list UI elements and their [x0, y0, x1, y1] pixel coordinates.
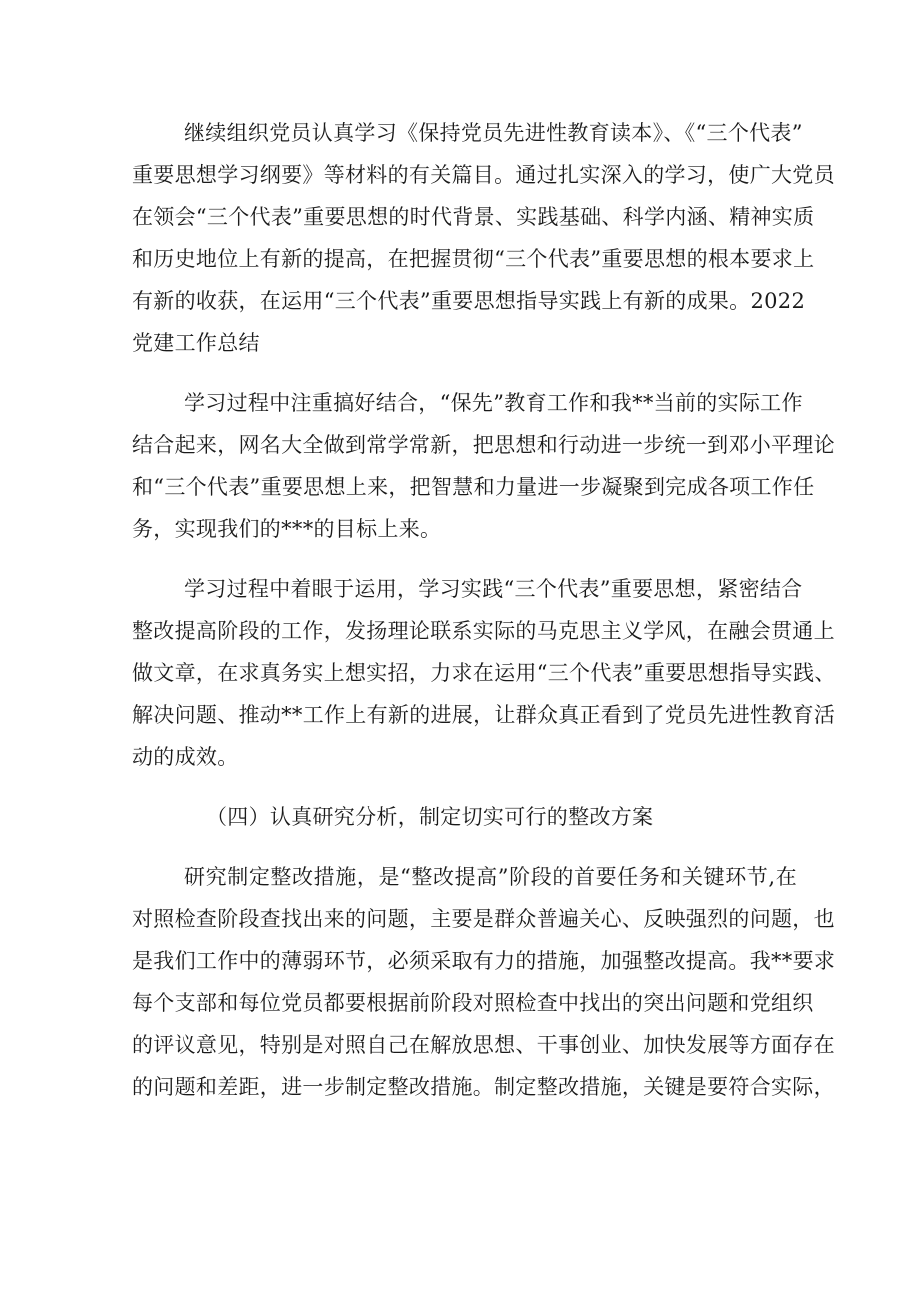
text-line: 做文章，在求真务实上想实招，力求在运用“三个代表”重要思想指导实践、	[132, 661, 836, 685]
text-line: 学习过程中着眼于运用，学习实践“三个代表”重要思想，紧密结合	[184, 577, 803, 601]
text-line: 党建工作总结	[132, 331, 260, 355]
text-line: 研究制定整改措施，是“整改提高”阶段的首要任务和关键环节,在	[184, 865, 797, 889]
text-line: 的评议意见，特别是对照自己在解放思想、干事创业、加快发展等方面存在	[132, 1033, 835, 1057]
text-line: 对照检查阶段查找出来的问题，主要是群众普遍关心、反映强烈的问题，也	[132, 907, 835, 931]
text-line: 重要思想学习纲要》等材料的有关篇目。通过扎实深入的学习，使广大党员	[132, 163, 835, 187]
paragraph-combine-work	[132, 382, 835, 550]
text-line: 的问题和差距，进一步制定整改措施。制定整改措施，关键是要符合实际，	[132, 1075, 835, 1099]
text-line: 有新的收获，在运用“三个代表”重要思想指导实践上有新的成果。2022	[132, 289, 806, 313]
text-line: 解决问题、推动**工作上有新的进展，让群众真正看到了党员先进性教育活	[132, 703, 836, 727]
paragraph-study-materials	[132, 112, 835, 364]
paragraph-apply-learning	[132, 568, 836, 778]
text-line: 和历史地位上有新的提高，在把握贯彻“三个代表”重要思想的根本要求上	[132, 247, 815, 271]
text-line: 务，实现我们的***的目标上来。	[132, 517, 442, 541]
paragraph-rectification-measures	[132, 856, 836, 1108]
text-line: 在领会“三个代表”重要思想的时代背景、实践基础、科学内涵、精神实质	[132, 205, 815, 229]
text-line: 是我们工作中的薄弱环节，必须采取有力的措施，加强整改提高。我**要求	[132, 949, 836, 973]
text-line: 整改提高阶段的工作，发扬理论联系实际的马克思主义学风，在融会贯通上	[132, 619, 835, 643]
text-line: 学习过程中注重搞好结合，“保先”教育工作和我**当前的实际工作	[184, 391, 803, 415]
section-heading: （四）认真研究分析，制定切实可行的整改方案	[206, 805, 654, 829]
text-line: 每个支部和每位党员都要根据前阶段对照检查中找出的突出问题和党组织	[132, 991, 814, 1015]
text-line: 结合起来，网名大全做到常学常新，把思想和行动进一步统一到邓小平理论	[132, 433, 835, 457]
text-line: 动的成效。	[132, 745, 239, 769]
text-line: 继续组织党员认真学习《保持党员先进性教育读本》、《“三个代表”	[184, 121, 803, 145]
document-body	[132, 112, 836, 1126]
text-line: 和“三个代表”重要思想上来，把智慧和力量进一步凝聚到完成各项工作任	[132, 475, 815, 499]
